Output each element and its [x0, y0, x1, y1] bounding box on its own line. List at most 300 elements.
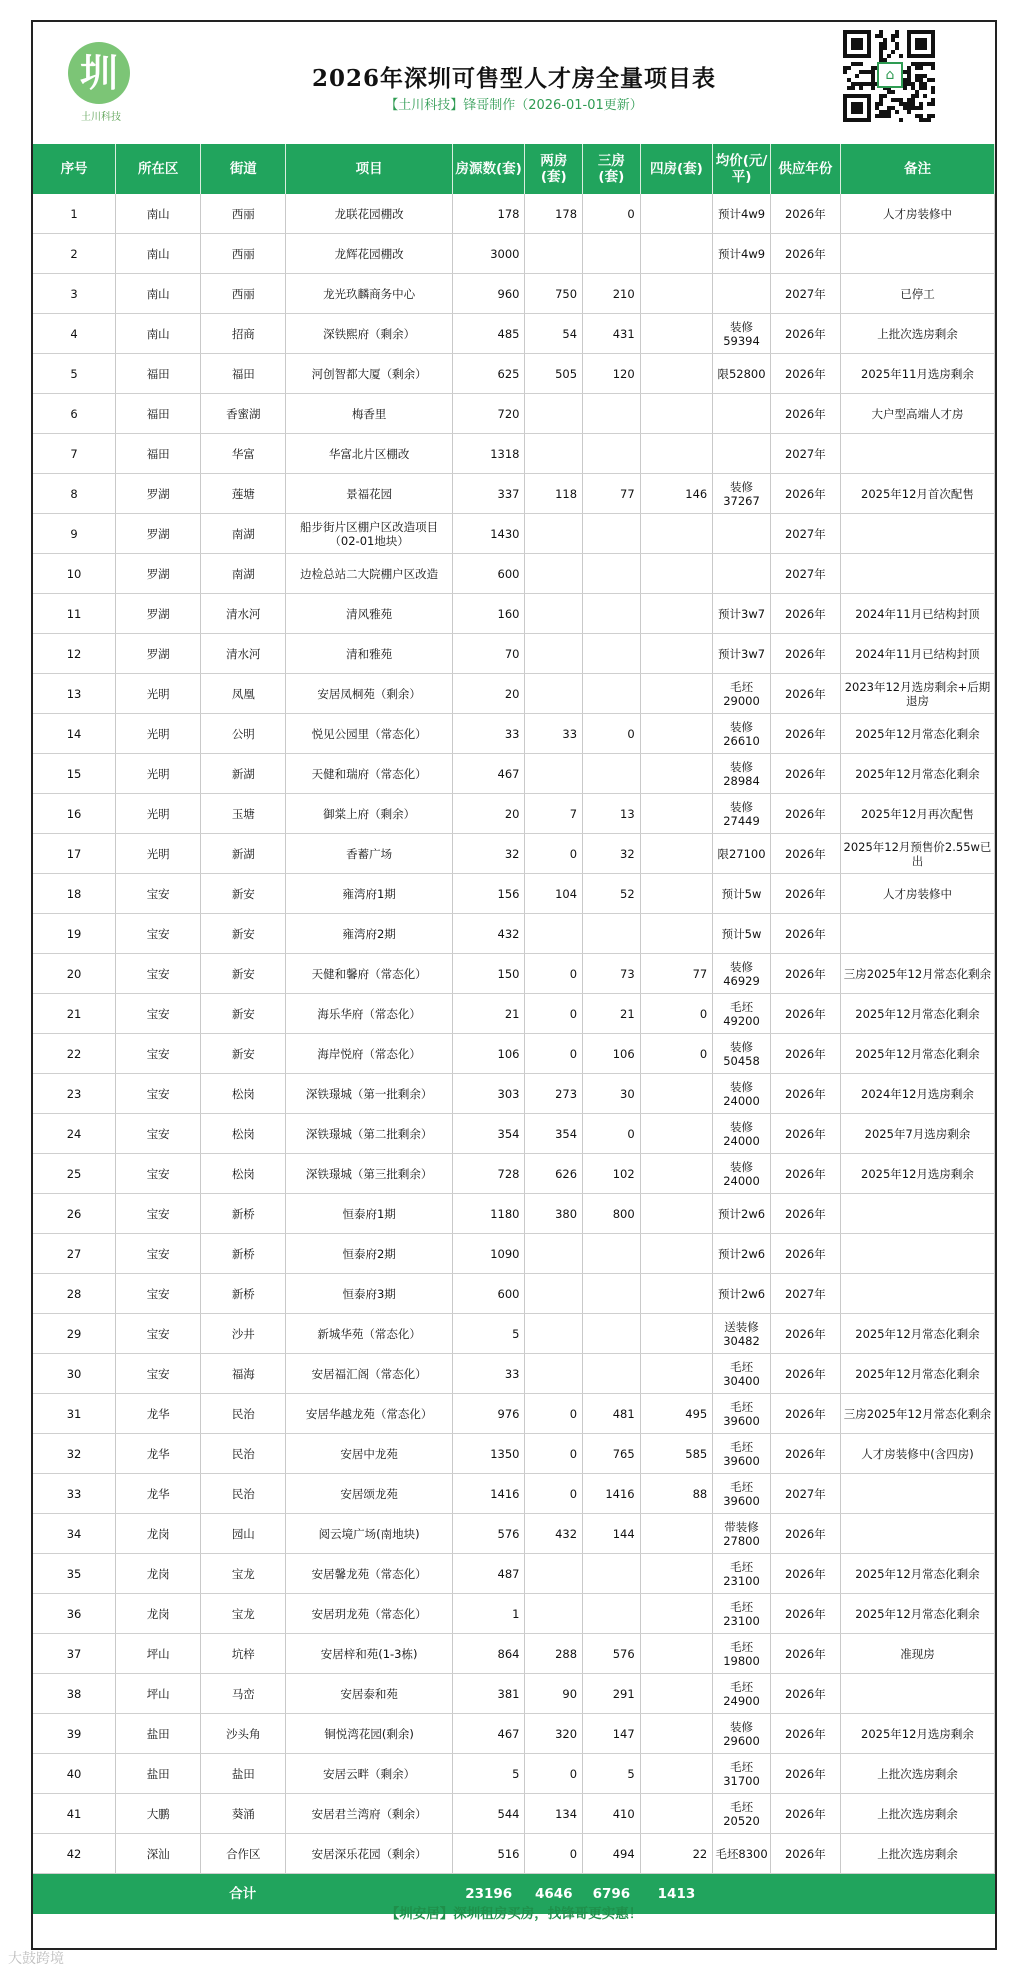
- table-row: [33, 1514, 995, 1554]
- supply-year: 2026年: [770, 954, 840, 994]
- table-row: [33, 1434, 995, 1474]
- total-units: 23196: [452, 1874, 525, 1915]
- district: 龙华: [116, 1474, 201, 1514]
- district: 光明: [116, 674, 201, 714]
- remark: 三房2025年12月常态化剩余: [840, 954, 994, 994]
- avg-price: 预计4w9: [713, 194, 771, 234]
- unit-count: 3000: [452, 234, 525, 274]
- district: 南山: [116, 274, 201, 314]
- project-name: 龙光玖麟商务中心: [286, 274, 453, 314]
- remark: 2025年12月常态化剩余: [840, 1314, 994, 1354]
- two-room-count: 104: [525, 874, 583, 914]
- remark: 上批次选房剩余: [840, 1834, 994, 1874]
- avg-price: 毛坯29000: [713, 674, 771, 714]
- row-index: 34: [33, 1514, 116, 1554]
- three-room-count: 144: [583, 1514, 641, 1554]
- project-name: 龙辉花园棚改: [286, 234, 453, 274]
- district: 罗湖: [116, 594, 201, 634]
- four-room-count: [640, 1634, 713, 1674]
- unit-count: 600: [452, 1274, 525, 1314]
- four-room-count: [640, 674, 713, 714]
- street: 新桥: [201, 1274, 286, 1314]
- project-table: [33, 144, 995, 1914]
- table-row: [33, 794, 995, 834]
- total-four-room: 1413: [640, 1874, 713, 1915]
- three-room-count: 0: [583, 194, 641, 234]
- district: 光明: [116, 754, 201, 794]
- four-room-count: [640, 1114, 713, 1154]
- two-room-count: 288: [525, 1634, 583, 1674]
- table-row: [33, 1794, 995, 1834]
- logo-caption: 土川科技: [81, 112, 121, 123]
- row-index: 38: [33, 1674, 116, 1714]
- street: 西丽: [201, 194, 286, 234]
- remark: 大户型高端人才房: [840, 394, 994, 434]
- three-room-count: 52: [583, 874, 641, 914]
- two-room-count: 0: [525, 994, 583, 1034]
- three-room-count: 30: [583, 1074, 641, 1114]
- street: 新湖: [201, 834, 286, 874]
- unit-count: 625: [452, 354, 525, 394]
- column-header: 项目: [286, 144, 453, 194]
- remark: 上批次选房剩余: [840, 1754, 994, 1794]
- unit-count: 864: [452, 1634, 525, 1674]
- supply-year: 2026年: [770, 1714, 840, 1754]
- unit-count: 5: [452, 1314, 525, 1354]
- row-index: 40: [33, 1754, 116, 1794]
- three-room-count: 5: [583, 1754, 641, 1794]
- page-title: 2026年深圳可售型人才房全量项目表: [311, 65, 716, 92]
- supply-year: 2026年: [770, 914, 840, 954]
- two-room-count: 178: [525, 194, 583, 234]
- row-index: 17: [33, 834, 116, 874]
- project-name: 安居华越龙苑（常态化）: [286, 1394, 453, 1434]
- project-name: 安居玥龙苑（常态化）: [286, 1594, 453, 1634]
- remark: [840, 1474, 994, 1514]
- row-index: 12: [33, 634, 116, 674]
- unit-count: 150: [452, 954, 525, 994]
- three-room-count: 13: [583, 794, 641, 834]
- three-room-count: [583, 1234, 641, 1274]
- row-index: 25: [33, 1154, 116, 1194]
- street: 新安: [201, 874, 286, 914]
- project-name: 悦见公园里（常态化）: [286, 714, 453, 754]
- two-room-count: [525, 514, 583, 554]
- two-room-count: [525, 554, 583, 594]
- avg-price: 毛坯20520: [713, 1794, 771, 1834]
- street: 香蜜湖: [201, 394, 286, 434]
- table-row: [33, 434, 995, 474]
- row-index: 20: [33, 954, 116, 994]
- table-row: [33, 1234, 995, 1274]
- row-index: 2: [33, 234, 116, 274]
- two-room-count: 505: [525, 354, 583, 394]
- unit-count: 354: [452, 1114, 525, 1154]
- street: 坑梓: [201, 1634, 286, 1674]
- street: 玉塘: [201, 794, 286, 834]
- unit-count: 728: [452, 1154, 525, 1194]
- project-name: 深铁璟城（第一批剩余）: [286, 1074, 453, 1114]
- four-room-count: [640, 274, 713, 314]
- two-room-count: 118: [525, 474, 583, 514]
- district: 宝安: [116, 1234, 201, 1274]
- remark: [840, 554, 994, 594]
- row-index: 36: [33, 1594, 116, 1634]
- row-index: 5: [33, 354, 116, 394]
- supply-year: 2027年: [770, 434, 840, 474]
- four-room-count: [640, 1594, 713, 1634]
- remark: 2024年12月选房剩余: [840, 1074, 994, 1114]
- table-row: [33, 354, 995, 394]
- table-row: [33, 1194, 995, 1234]
- street: 松岗: [201, 1154, 286, 1194]
- district: 坪山: [116, 1674, 201, 1714]
- table-row: [33, 994, 995, 1034]
- street: 民治: [201, 1474, 286, 1514]
- table-row: [33, 234, 995, 274]
- unit-count: 178: [452, 194, 525, 234]
- row-index: 33: [33, 1474, 116, 1514]
- avg-price: 毛坯39600: [713, 1474, 771, 1514]
- two-room-count: 626: [525, 1154, 583, 1194]
- row-index: 23: [33, 1074, 116, 1114]
- row-index: 4: [33, 314, 116, 354]
- supply-year: 2026年: [770, 594, 840, 634]
- project-name: 深铁璟城（第二批剩余）: [286, 1114, 453, 1154]
- three-room-count: [583, 394, 641, 434]
- unit-count: 544: [452, 1794, 525, 1834]
- two-room-count: [525, 634, 583, 674]
- avg-price: 装修28984: [713, 754, 771, 794]
- four-room-count: [640, 1354, 713, 1394]
- district: 深汕: [116, 1834, 201, 1874]
- supply-year: 2026年: [770, 794, 840, 834]
- project-name: 景福花园: [286, 474, 453, 514]
- supply-year: 2026年: [770, 1074, 840, 1114]
- three-room-count: [583, 1274, 641, 1314]
- avg-price: 毛坯39600: [713, 1394, 771, 1434]
- district: 罗湖: [116, 634, 201, 674]
- street: 民治: [201, 1434, 286, 1474]
- district: 宝安: [116, 874, 201, 914]
- table-row: [33, 394, 995, 434]
- three-room-count: [583, 1354, 641, 1394]
- four-room-count: 0: [640, 994, 713, 1034]
- supply-year: 2026年: [770, 1394, 840, 1434]
- three-room-count: 576: [583, 1634, 641, 1674]
- three-room-count: 291: [583, 1674, 641, 1714]
- row-index: 24: [33, 1114, 116, 1154]
- unit-count: 20: [452, 674, 525, 714]
- project-name: 阅云境广场(南地块): [286, 1514, 453, 1554]
- street: 民治: [201, 1394, 286, 1434]
- unit-count: 960: [452, 274, 525, 314]
- avg-price: 预计3w7: [713, 594, 771, 634]
- avg-price: 毛坯30400: [713, 1354, 771, 1394]
- project-name: 清风雅苑: [286, 594, 453, 634]
- unit-count: 516: [452, 1834, 525, 1874]
- three-room-count: [583, 234, 641, 274]
- unit-count: 485: [452, 314, 525, 354]
- row-index: 18: [33, 874, 116, 914]
- avg-price: 限52800: [713, 354, 771, 394]
- two-room-count: [525, 1354, 583, 1394]
- table-row: [33, 754, 995, 794]
- table-row: [33, 1834, 995, 1874]
- three-room-count: 481: [583, 1394, 641, 1434]
- remark: [840, 234, 994, 274]
- district: 龙岗: [116, 1594, 201, 1634]
- avg-price: 预计3w7: [713, 634, 771, 674]
- supply-year: 2026年: [770, 874, 840, 914]
- row-index: 13: [33, 674, 116, 714]
- two-room-count: 0: [525, 954, 583, 994]
- four-room-count: 585: [640, 1434, 713, 1474]
- four-room-count: [640, 1514, 713, 1554]
- table-row: [33, 1714, 995, 1754]
- supply-year: 2027年: [770, 514, 840, 554]
- district: 光明: [116, 714, 201, 754]
- project-name: 安居颂龙苑: [286, 1474, 453, 1514]
- three-room-count: [583, 914, 641, 954]
- table-row: [33, 834, 995, 874]
- project-name: 清和雅苑: [286, 634, 453, 674]
- supply-year: 2026年: [770, 474, 840, 514]
- row-index: 27: [33, 1234, 116, 1274]
- district: 坪山: [116, 1634, 201, 1674]
- three-room-count: 210: [583, 274, 641, 314]
- project-name: 新城华苑（常态化）: [286, 1314, 453, 1354]
- project-name: 铜悦湾花园(剩余): [286, 1714, 453, 1754]
- avg-price: 装修26610: [713, 714, 771, 754]
- four-room-count: [640, 394, 713, 434]
- avg-price: 限27100: [713, 834, 771, 874]
- avg-price: 预计2w6: [713, 1274, 771, 1314]
- table-row: [33, 314, 995, 354]
- row-index: 29: [33, 1314, 116, 1354]
- four-room-count: [640, 1554, 713, 1594]
- two-room-count: 0: [525, 1474, 583, 1514]
- street: 南湖: [201, 514, 286, 554]
- four-room-count: 146: [640, 474, 713, 514]
- street: 清水河: [201, 634, 286, 674]
- column-header: 两房(套): [525, 144, 583, 194]
- remark: [840, 434, 994, 474]
- table-row: [33, 474, 995, 514]
- two-room-count: 0: [525, 834, 583, 874]
- four-room-count: 0: [640, 1034, 713, 1074]
- project-name: 香蓄广场: [286, 834, 453, 874]
- four-room-count: [640, 834, 713, 874]
- two-room-count: 0: [525, 1754, 583, 1794]
- table-row: [33, 1394, 995, 1434]
- street: 宝龙: [201, 1594, 286, 1634]
- remark: [840, 1234, 994, 1274]
- project-name: 恒泰府1期: [286, 1194, 453, 1234]
- remark: 人才房装修中: [840, 194, 994, 234]
- table-row: [33, 1554, 995, 1594]
- page-subtitle: 【土川科技】锋哥制作（2026-01-01更新）: [385, 98, 643, 113]
- four-room-count: [640, 714, 713, 754]
- supply-year: 2026年: [770, 1434, 840, 1474]
- three-room-count: 0: [583, 714, 641, 754]
- remark: [840, 1274, 994, 1314]
- district: 罗湖: [116, 474, 201, 514]
- supply-year: 2026年: [770, 1354, 840, 1394]
- supply-year: 2026年: [770, 1834, 840, 1874]
- two-room-count: [525, 914, 583, 954]
- avg-price: 装修27449: [713, 794, 771, 834]
- street: 园山: [201, 1514, 286, 1554]
- street: 新桥: [201, 1234, 286, 1274]
- three-room-count: 765: [583, 1434, 641, 1474]
- supply-year: 2026年: [770, 194, 840, 234]
- three-room-count: [583, 634, 641, 674]
- project-name: 深铁熙府（剩余）: [286, 314, 453, 354]
- district: 罗湖: [116, 554, 201, 594]
- unit-count: 106: [452, 1034, 525, 1074]
- row-index: 1: [33, 194, 116, 234]
- four-room-count: [640, 1274, 713, 1314]
- row-index: 7: [33, 434, 116, 474]
- district: 宝安: [116, 1354, 201, 1394]
- street: 松岗: [201, 1114, 286, 1154]
- table-row: [33, 674, 995, 714]
- supply-year: 2026年: [770, 234, 840, 274]
- row-index: 30: [33, 1354, 116, 1394]
- remark: [840, 914, 994, 954]
- two-room-count: [525, 394, 583, 434]
- supply-year: 2026年: [770, 1154, 840, 1194]
- unit-count: 33: [452, 1354, 525, 1394]
- avg-price: 装修24000: [713, 1154, 771, 1194]
- supply-year: 2026年: [770, 1314, 840, 1354]
- four-room-count: [640, 514, 713, 554]
- project-name: 天健和馨府（常态化）: [286, 954, 453, 994]
- two-room-count: 0: [525, 1394, 583, 1434]
- three-room-count: 102: [583, 1154, 641, 1194]
- street: 葵涌: [201, 1794, 286, 1834]
- remark: 准现房: [840, 1634, 994, 1674]
- project-name: 安居云畔（剩余）: [286, 1754, 453, 1794]
- two-room-count: [525, 594, 583, 634]
- two-room-count: 7: [525, 794, 583, 834]
- unit-count: 32: [452, 834, 525, 874]
- avg-price: 毛坯49200: [713, 994, 771, 1034]
- avg-price: 带装修27800: [713, 1514, 771, 1554]
- district: 龙华: [116, 1394, 201, 1434]
- row-index: 35: [33, 1554, 116, 1594]
- avg-price: 装修29600: [713, 1714, 771, 1754]
- four-room-count: [640, 1154, 713, 1194]
- street: 南湖: [201, 554, 286, 594]
- two-room-count: 750: [525, 274, 583, 314]
- remark: 2025年12月常态化剩余: [840, 1554, 994, 1594]
- four-room-count: [640, 354, 713, 394]
- four-room-count: [640, 1754, 713, 1794]
- remark: [840, 1514, 994, 1554]
- unit-count: 720: [452, 394, 525, 434]
- table-row: [33, 1074, 995, 1114]
- street: 新安: [201, 914, 286, 954]
- district: 光明: [116, 834, 201, 874]
- three-room-count: [583, 1594, 641, 1634]
- district: 宝安: [116, 1314, 201, 1354]
- project-name: 安居中龙苑: [286, 1434, 453, 1474]
- street: 新湖: [201, 754, 286, 794]
- district: 宝安: [116, 1274, 201, 1314]
- remark: 2025年12月再次配售: [840, 794, 994, 834]
- avg-price: 毛坯31700: [713, 1754, 771, 1794]
- project-name: 恒泰府3期: [286, 1274, 453, 1314]
- row-index: 3: [33, 274, 116, 314]
- two-room-count: [525, 1274, 583, 1314]
- district: 福田: [116, 434, 201, 474]
- unit-count: 1318: [452, 434, 525, 474]
- street: 西丽: [201, 234, 286, 274]
- four-room-count: [640, 1194, 713, 1234]
- unit-count: 467: [452, 754, 525, 794]
- project-name: 龙联花园棚改: [286, 194, 453, 234]
- district: 光明: [116, 794, 201, 834]
- project-name: 华富北片区棚改: [286, 434, 453, 474]
- street: 福田: [201, 354, 286, 394]
- header: [33, 22, 995, 144]
- two-room-count: [525, 1234, 583, 1274]
- avg-price: 毛坯39600: [713, 1434, 771, 1474]
- four-room-count: [640, 874, 713, 914]
- two-room-count: 0: [525, 1834, 583, 1874]
- street: 清水河: [201, 594, 286, 634]
- table-row: [33, 1354, 995, 1394]
- project-name: 安居凤桐苑（剩余）: [286, 674, 453, 714]
- district: 龙岗: [116, 1514, 201, 1554]
- avg-price: 预计4w9: [713, 234, 771, 274]
- two-room-count: 380: [525, 1194, 583, 1234]
- street: 福海: [201, 1354, 286, 1394]
- table-row: [33, 1114, 995, 1154]
- district: 宝安: [116, 1154, 201, 1194]
- supply-year: 2027年: [770, 274, 840, 314]
- avg-price: [713, 554, 771, 594]
- street: 新安: [201, 954, 286, 994]
- remark: 上批次选房剩余: [840, 1794, 994, 1834]
- three-room-count: [583, 754, 641, 794]
- project-name: 梅香里: [286, 394, 453, 434]
- district: 南山: [116, 234, 201, 274]
- remark: 2025年12月常态化剩余: [840, 994, 994, 1034]
- four-room-count: [640, 434, 713, 474]
- supply-year: 2026年: [770, 1194, 840, 1234]
- row-index: 11: [33, 594, 116, 634]
- supply-year: 2026年: [770, 714, 840, 754]
- street: 宝龙: [201, 1554, 286, 1594]
- row-index: 21: [33, 994, 116, 1034]
- district: 龙华: [116, 1434, 201, 1474]
- table-row: [33, 194, 995, 234]
- row-index: 26: [33, 1194, 116, 1234]
- logo: 圳: [68, 42, 130, 104]
- column-header: 三房(套): [583, 144, 641, 194]
- supply-year: 2026年: [770, 674, 840, 714]
- unit-count: 1430: [452, 514, 525, 554]
- project-name: 安居梓和苑(1-3栋): [286, 1634, 453, 1674]
- supply-year: 2026年: [770, 1794, 840, 1834]
- total-label: 合计: [33, 1874, 452, 1915]
- supply-year: 2026年: [770, 994, 840, 1034]
- table-row: [33, 554, 995, 594]
- two-room-count: [525, 754, 583, 794]
